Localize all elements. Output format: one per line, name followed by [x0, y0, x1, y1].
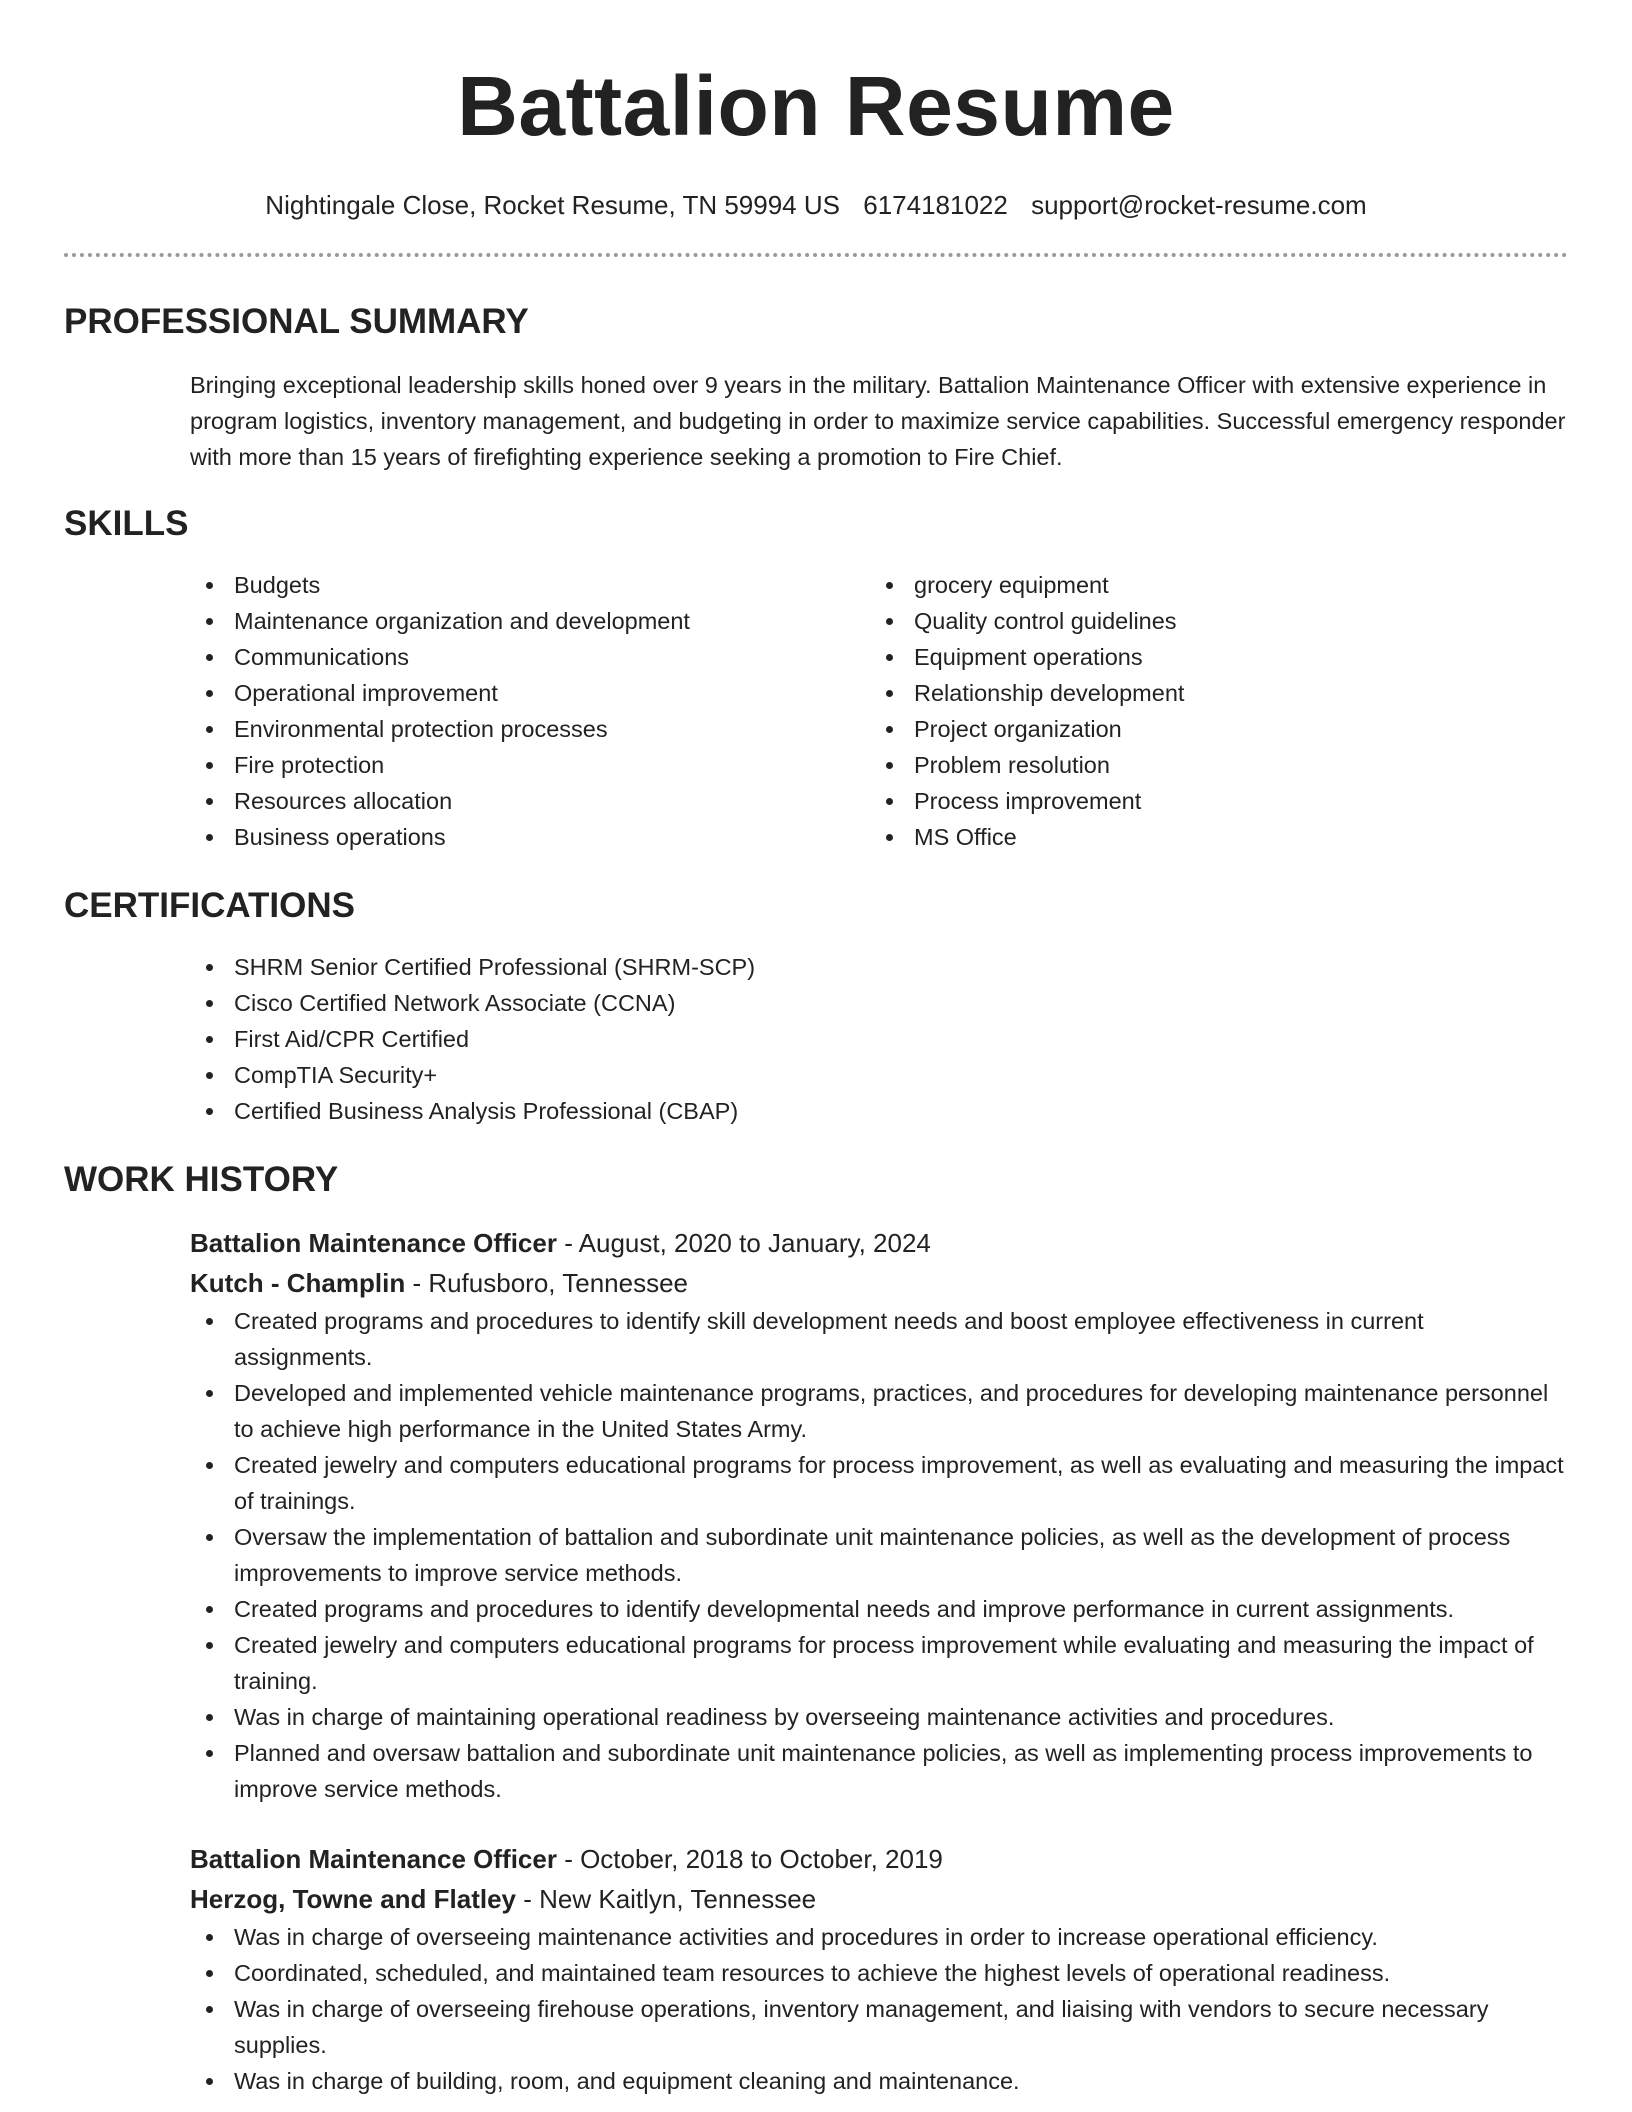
certification-item: First Aid/CPR Certified — [190, 1021, 1568, 1057]
job-bullet: Developed and implemented vehicle maintenance programs, practices, and procedures for developing maintenance personnel to achieve high performance in the United States Army. — [190, 1375, 1568, 1447]
skill-item: MS Office — [870, 819, 1550, 855]
job-bullet: Was in charge of overseeing maintenance activities and procedures in order to increase operational efficiency. — [190, 1919, 1568, 1955]
skill-item: Fire protection — [190, 747, 870, 783]
job-role-line — [190, 1839, 1568, 1879]
job-dates: - August, 2020 to January, 2024 — [556, 1228, 931, 1258]
section-title-certifications: CERTIFICATIONS — [64, 886, 356, 925]
skills-column-right — [870, 567, 1550, 855]
job-company-line — [190, 1263, 1568, 1303]
certifications-list — [190, 949, 1568, 1129]
skill-item: Resources allocation — [190, 783, 870, 819]
resume-name: Battalion Resume — [457, 59, 1175, 153]
skill-item: Budgets — [190, 567, 870, 603]
job-dates: - October, 2018 to October, 2019 — [556, 1844, 943, 1874]
resume-page — [64, 0, 1568, 2099]
job-bullet: Was in charge of maintaining operational readiness by overseeing maintenance activities and procedures. — [190, 1699, 1568, 1735]
skill-item: Environmental protection processes — [190, 711, 870, 747]
skill-item: Relationship development — [870, 675, 1550, 711]
job-company: Herzog, Towne and Flatley — [190, 1884, 517, 1914]
job-bullet: Created programs and procedures to identify developmental needs and improve performance in current assignments. — [190, 1591, 1568, 1627]
skills-section — [64, 567, 1568, 855]
job-bullet: Was in charge of overseeing firehouse operations, inventory management, and liaising with vendors to secure necessary supplies. — [190, 1991, 1568, 2063]
job-bullets — [190, 1919, 1568, 2099]
certifications-section — [64, 949, 1568, 1129]
job-bullet: Was in charge of building, room, and equipment cleaning and maintenance. — [190, 2063, 1568, 2099]
skill-item: Quality control guidelines — [870, 603, 1550, 639]
job-bullet: Oversaw the implementation of battalion and subordinate unit maintenance policies, as well as the development of process improvements to improve service methods. — [190, 1519, 1568, 1591]
summary-text: Bringing exceptional leadership skills honed over 9 years in the military. Battalion Maintenance Officer with extensive experience in program logistics, inventory management, and budgeting in order to maximize service capabilities. Successful emergency responder with more than 15 years of firefighting experience seeking a promotion to Fire Chief. — [190, 372, 1566, 470]
section-title-skills: SKILLS — [64, 504, 189, 543]
job-bullet: Created jewelry and computers educational programs for process improvement, as well as evaluating and measuring the impact of trainings. — [190, 1447, 1568, 1519]
job-bullet: Created jewelry and computers educational programs for process improvement while evaluating and measuring the impact of training. — [190, 1627, 1568, 1699]
summary-section — [64, 367, 1568, 475]
job-company-line — [190, 1879, 1568, 1919]
certification-item: Certified Business Analysis Professional (CBAP) — [190, 1093, 1568, 1129]
job-company: Kutch - Champlin — [190, 1268, 406, 1298]
skill-item: Communications — [190, 639, 870, 675]
certification-item: CompTIA Security+ — [190, 1057, 1568, 1093]
work-history-section — [64, 1223, 1568, 2099]
skill-item: Problem resolution — [870, 747, 1550, 783]
job-role: Battalion Maintenance Officer — [190, 1228, 557, 1258]
skill-item: grocery equipment — [870, 567, 1550, 603]
section-title-summary: PROFESSIONAL SUMMARY — [64, 302, 529, 341]
header-divider — [64, 253, 1568, 257]
contact-line — [64, 188, 1568, 222]
contact-email: support@rocket-resume.com — [1031, 190, 1367, 220]
skill-item: Equipment operations — [870, 639, 1550, 675]
skill-item: Process improvement — [870, 783, 1550, 819]
job-location: - New Kaitlyn, Tennessee — [516, 1884, 817, 1914]
skills-list-left — [190, 567, 870, 855]
job-bullet: Coordinated, scheduled, and maintained team resources to achieve the highest levels of operational readiness. — [190, 1955, 1568, 1991]
certification-item: SHRM Senior Certified Professional (SHRM-SCP) — [190, 949, 1568, 985]
skill-item: Business operations — [190, 819, 870, 855]
job-entry — [190, 1839, 1568, 2099]
job-bullet: Created programs and procedures to identify skill development needs and boost employee effectiveness in current assignments. — [190, 1303, 1568, 1375]
certification-item: Cisco Certified Network Associate (CCNA) — [190, 985, 1568, 1021]
contact-phone: 6174181022 — [863, 190, 1008, 220]
section-title-work-history: WORK HISTORY — [64, 1160, 339, 1199]
job-entry — [190, 1223, 1568, 1807]
skill-item: Operational improvement — [190, 675, 870, 711]
job-bullets — [190, 1303, 1568, 1807]
job-role: Battalion Maintenance Officer — [190, 1844, 557, 1874]
contact-address: Nightingale Close, Rocket Resume, TN 59994 US — [265, 190, 840, 220]
job-role-line — [190, 1223, 1568, 1263]
job-bullet: Planned and oversaw battalion and subordinate unit maintenance policies, as well as implementing process improvements to improve service methods. — [190, 1735, 1568, 1807]
skill-item: Project organization — [870, 711, 1550, 747]
skills-column-left — [190, 567, 870, 855]
skill-item: Maintenance organization and development — [190, 603, 870, 639]
job-location: - Rufusboro, Tennessee — [405, 1268, 689, 1298]
skills-list-right — [870, 567, 1550, 855]
